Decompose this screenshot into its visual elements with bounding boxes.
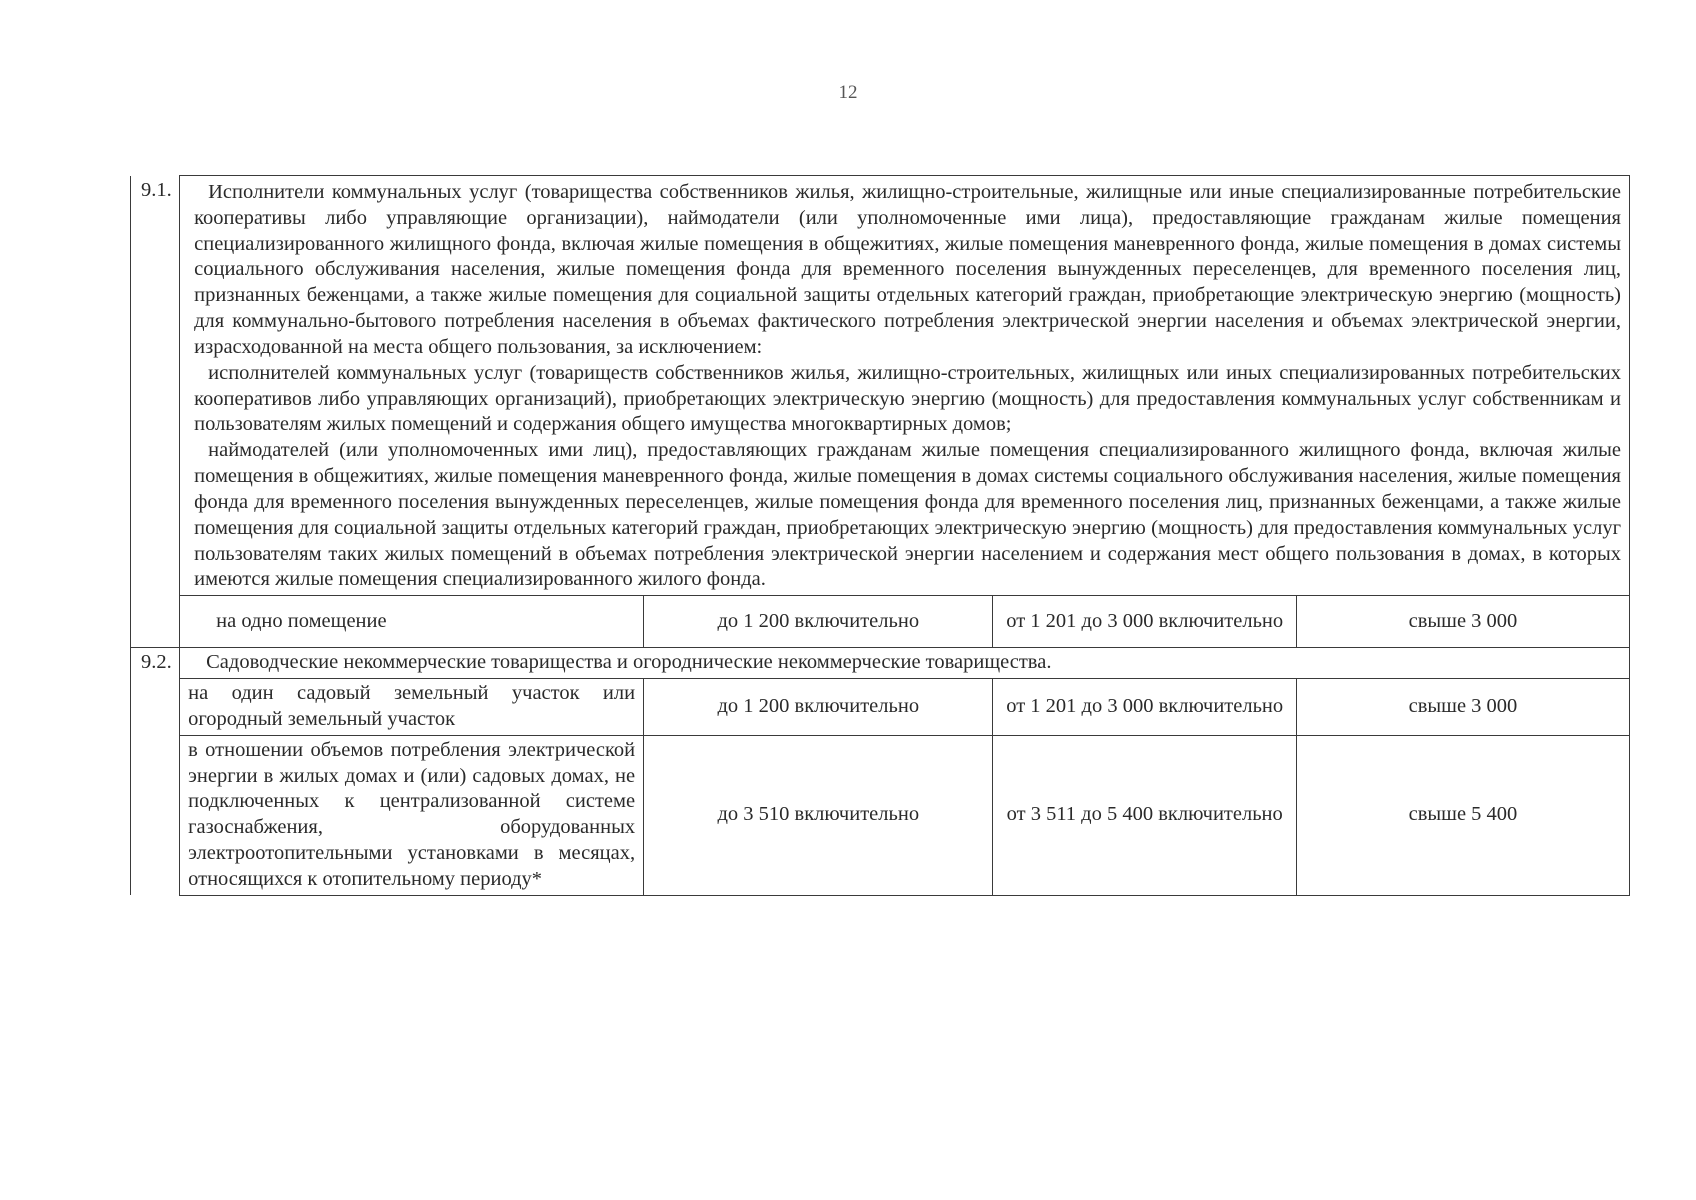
section-number: 9.2.	[131, 648, 180, 895]
range-high: свыше 3 000	[1296, 679, 1629, 736]
table-row	[131, 596, 1630, 648]
row-label: в отношении объемов потребления электрической энергии в жилых домах и (или) садовых домах, не подключенных к централизованной системе газоснабжения, оборудованных электроотопительными установками в месяцах, относящихся к отопительному периоду*	[180, 735, 644, 895]
description-paragraph: Исполнители коммунальных услуг (товарищества собственников жилья, жилищно-строительные, жилищные или иные специализированные потребительские кооперативы либо управляющие организации), наймодатели (или уполномоченные ими лица), предоставляющие гражданам жилые помещения специализированного жилищного фонда, включая жилые помещения в общежитиях, жилые помещения маневренного фонда, жилые помещения в домах системы социального обслуживания населения, жилые помещения фонда для временного поселения вынужденных переселенцев, для временного поселения лиц, признанных беженцами, а также жилые помещения для социальной защиты отдельных категорий граждан, приобретающие электрическую энергию (мощность) для коммунально-бытового потребления населения в объемах фактического потребления электрической энергии населения и объемах электрической энергии, израсходованной на места общего пользования, за исключением:	[194, 181, 1621, 358]
section-9-2-title-row	[131, 648, 1630, 679]
range-low: до 1 200 включительно	[644, 596, 993, 648]
section-title: Садоводческие некоммерческие товарищества и огороднические некоммерческие товарищества.	[180, 648, 1630, 679]
range-mid: от 1 201 до 3 000 включительно	[993, 596, 1297, 648]
range-low: до 3 510 включительно	[644, 735, 993, 895]
range-low: до 1 200 включительно	[644, 679, 993, 736]
description-paragraph: исполнителей коммунальных услуг (товариществ собственников жилья, жилищно-строительных, жилищных или иных специализированных потребительских кооперативов либо управляющих организаций), приобретающих электрическую энергию (мощность) для предоставления коммунальных услуг собственникам и пользователям жилых помещений и содержания общего имущества многоквартирных домов;	[194, 361, 1621, 436]
section-number: 9.1.	[131, 176, 180, 648]
page-number: 12	[838, 82, 858, 103]
range-mid: от 3 511 до 5 400 включительно	[993, 735, 1297, 895]
range-mid: от 1 201 до 3 000 включительно	[993, 679, 1297, 736]
range-high: свыше 5 400	[1296, 735, 1629, 895]
row-label: на один садовый земельный участок или огородный земельный участок	[180, 679, 644, 736]
table-row	[131, 735, 1630, 895]
section-description	[180, 176, 1630, 596]
table-row	[131, 679, 1630, 736]
section-9-1-description-row	[131, 176, 1630, 596]
row-label: на одно помещение	[180, 596, 644, 648]
description-paragraph: наймодателей (или уполномоченных ими лиц), предоставляющих гражданам жилые помещения специализированного жилищного фонда, включая жилые помещения в общежитиях, жилые помещения маневренного фонда, жилые помещения в домах системы социального обслуживания населения, жилые помещения фонда для временного поселения вынужденных переселенцев, жилые помещения фонда для временного поселения лиц, признанных беженцами, а также жилые помещения для социальной защиты отдельных категорий граждан, приобретающих электрическую энергию (мощность) для предоставления коммунальных услуг пользователям таких жилых помещений в объемах потребления электрической энергии населением и содержания мест общего пользования в домах, в которых имеются жилые помещения специализированного жилого фонда.	[194, 439, 1621, 591]
tariff-volume-table	[130, 175, 1630, 896]
range-high: свыше 3 000	[1296, 596, 1629, 648]
